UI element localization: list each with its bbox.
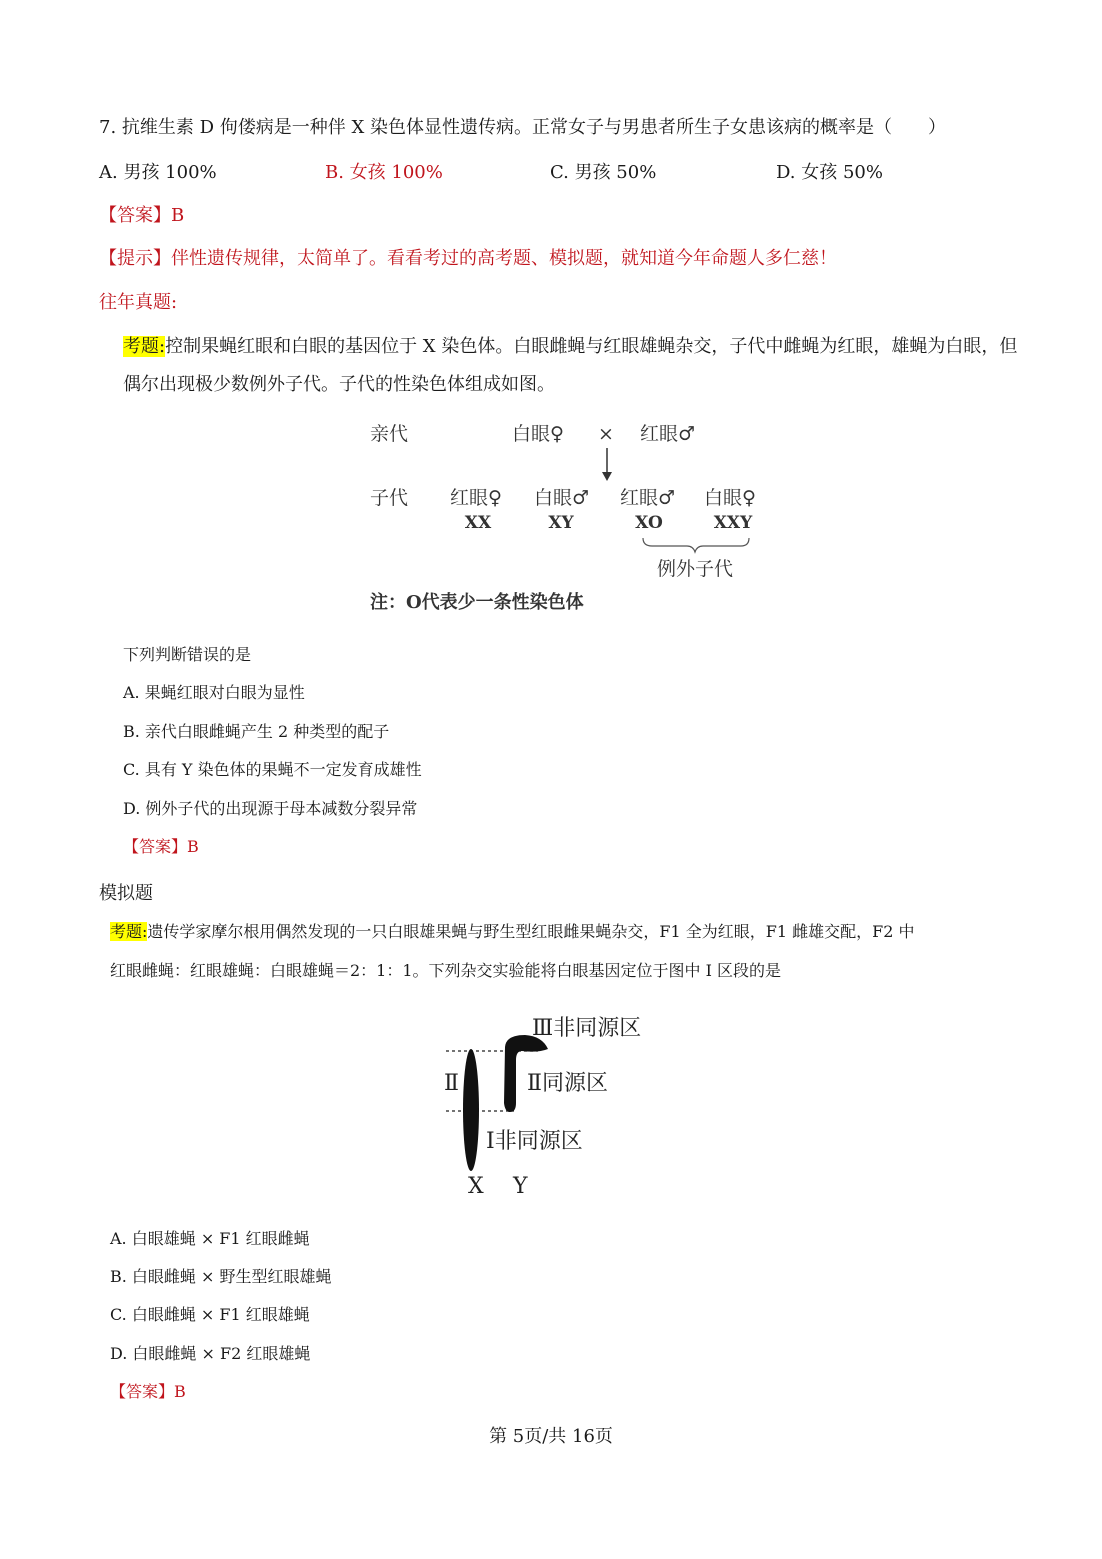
past-answer: 【答案】B (123, 837, 199, 856)
past-tag: 考题: (123, 336, 166, 357)
mock-heading: 模拟题 (99, 883, 153, 904)
mock-stem-line2: 红眼雌蝇：红眼雄蝇：白眼雄蝇＝2：1：1。下列杂交实验能将白眼基因定位于图中 I 区段的是 (110, 961, 782, 980)
mock-option-b: B. 白眼雌蝇 × 野生型红眼雄蝇 (110, 1267, 332, 1286)
parent-male: 红眼♂ (640, 423, 696, 445)
mock-option-c: C. 白眼雌蝇 × F1 红眼雄蝇 (110, 1305, 310, 1324)
q7-answer: 【答案】B (99, 205, 185, 226)
cross-arrow-head (602, 472, 612, 481)
past-option-c: C. 具有 Y 染色体的果蝇不一定发育成雄性 (123, 760, 422, 779)
label-region-ii-left: Ⅱ (444, 1071, 459, 1096)
q7-option-b: B. 女孩 100% (325, 162, 443, 183)
offspring-4-geno: XXY (713, 513, 753, 533)
offspring-1-pheno: 红眼♀ (450, 487, 502, 509)
q7-option-d: D. 女孩 50% (776, 162, 883, 183)
past-option-b: B. 亲代白眼雌蝇产生 2 种类型的配子 (123, 722, 390, 741)
offspring-1-geno: XX (464, 513, 492, 533)
cross-symbol: × (598, 423, 614, 445)
past-stem-line1 (123, 332, 1017, 358)
x-chromosome (463, 1049, 479, 1171)
past-stem-text1: 控制果蝇红眼和白眼的基因位于 X 染色体。白眼雌蝇与红眼雄蝇杂交，子代中雌蝇为红眼，雄蝇为白眼，但 (165, 336, 1018, 357)
parent-female: 白眼♀ (512, 423, 564, 445)
offspring-2-pheno: 白眼♂ (534, 487, 590, 509)
label-x: X (468, 1174, 484, 1199)
cross-figure (360, 415, 780, 620)
label-y: Y (513, 1174, 528, 1199)
exception-brace (643, 538, 749, 552)
page-footer: 第 5页/共 16页 (489, 1426, 613, 1447)
label-region-ii: Ⅱ同源区 (527, 1071, 608, 1096)
mock-tag: 考题: (110, 922, 148, 941)
past-option-d: D. 例外子代的出现源于母本减数分裂异常 (123, 799, 418, 818)
label-region-iii: Ⅲ非同源区 (532, 1016, 642, 1041)
mock-stem-text1: 遗传学家摩尔根用偶然发现的一只白眼雄果蝇与野生型红眼雌果蝇杂交，F1 全为红眼，F1 雌雄交配，F2 中 (147, 922, 915, 941)
parent-label: 亲代 (370, 423, 409, 445)
offspring-2-geno: XY (548, 513, 574, 533)
label-region-i: Ⅰ非同源区 (486, 1129, 583, 1154)
past-question: 下列判断错误的是 (123, 645, 252, 664)
chromosome-figure (430, 1005, 690, 1205)
past-stem-line2: 偶尔出现极少数例外子代。子代的性染色体组成如图。 (123, 374, 555, 395)
offspring-4-pheno: 白眼♀ (704, 487, 756, 509)
exception-label: 例外子代 (656, 558, 734, 580)
offspring-label: 子代 (370, 487, 409, 509)
q7-stem: 7. 抗维生素 D 佝偻病是一种伴 X 染色体显性遗传病。正常女子与男患者所生子女患该病的概率是（ ） (99, 117, 947, 138)
offspring-3-geno: XO (635, 513, 663, 533)
mock-stem-line1 (110, 919, 915, 942)
mock-answer: 【答案】B (110, 1382, 186, 1401)
mock-option-a: A. 白眼雄蝇 × F1 红眼雌蝇 (110, 1229, 310, 1248)
offspring-3-pheno: 红眼♂ (620, 487, 676, 509)
past-heading: 往年真题: (99, 292, 178, 313)
mock-option-d: D. 白眼雌蝇 × F2 红眼雄蝇 (110, 1344, 311, 1363)
past-option-a: A. 果蝇红眼对白眼为显性 (123, 683, 305, 702)
figure-note: 注：O代表少一条性染色体 (370, 592, 584, 613)
q7-option-a: A. 男孩 100% (99, 162, 217, 183)
q7-option-c: C. 男孩 50% (550, 162, 657, 183)
q7-hint: 【提示】伴性遗传规律，太简单了。看看考过的高考题、模拟题，就知道今年命题人多仁慈！ (99, 248, 837, 269)
